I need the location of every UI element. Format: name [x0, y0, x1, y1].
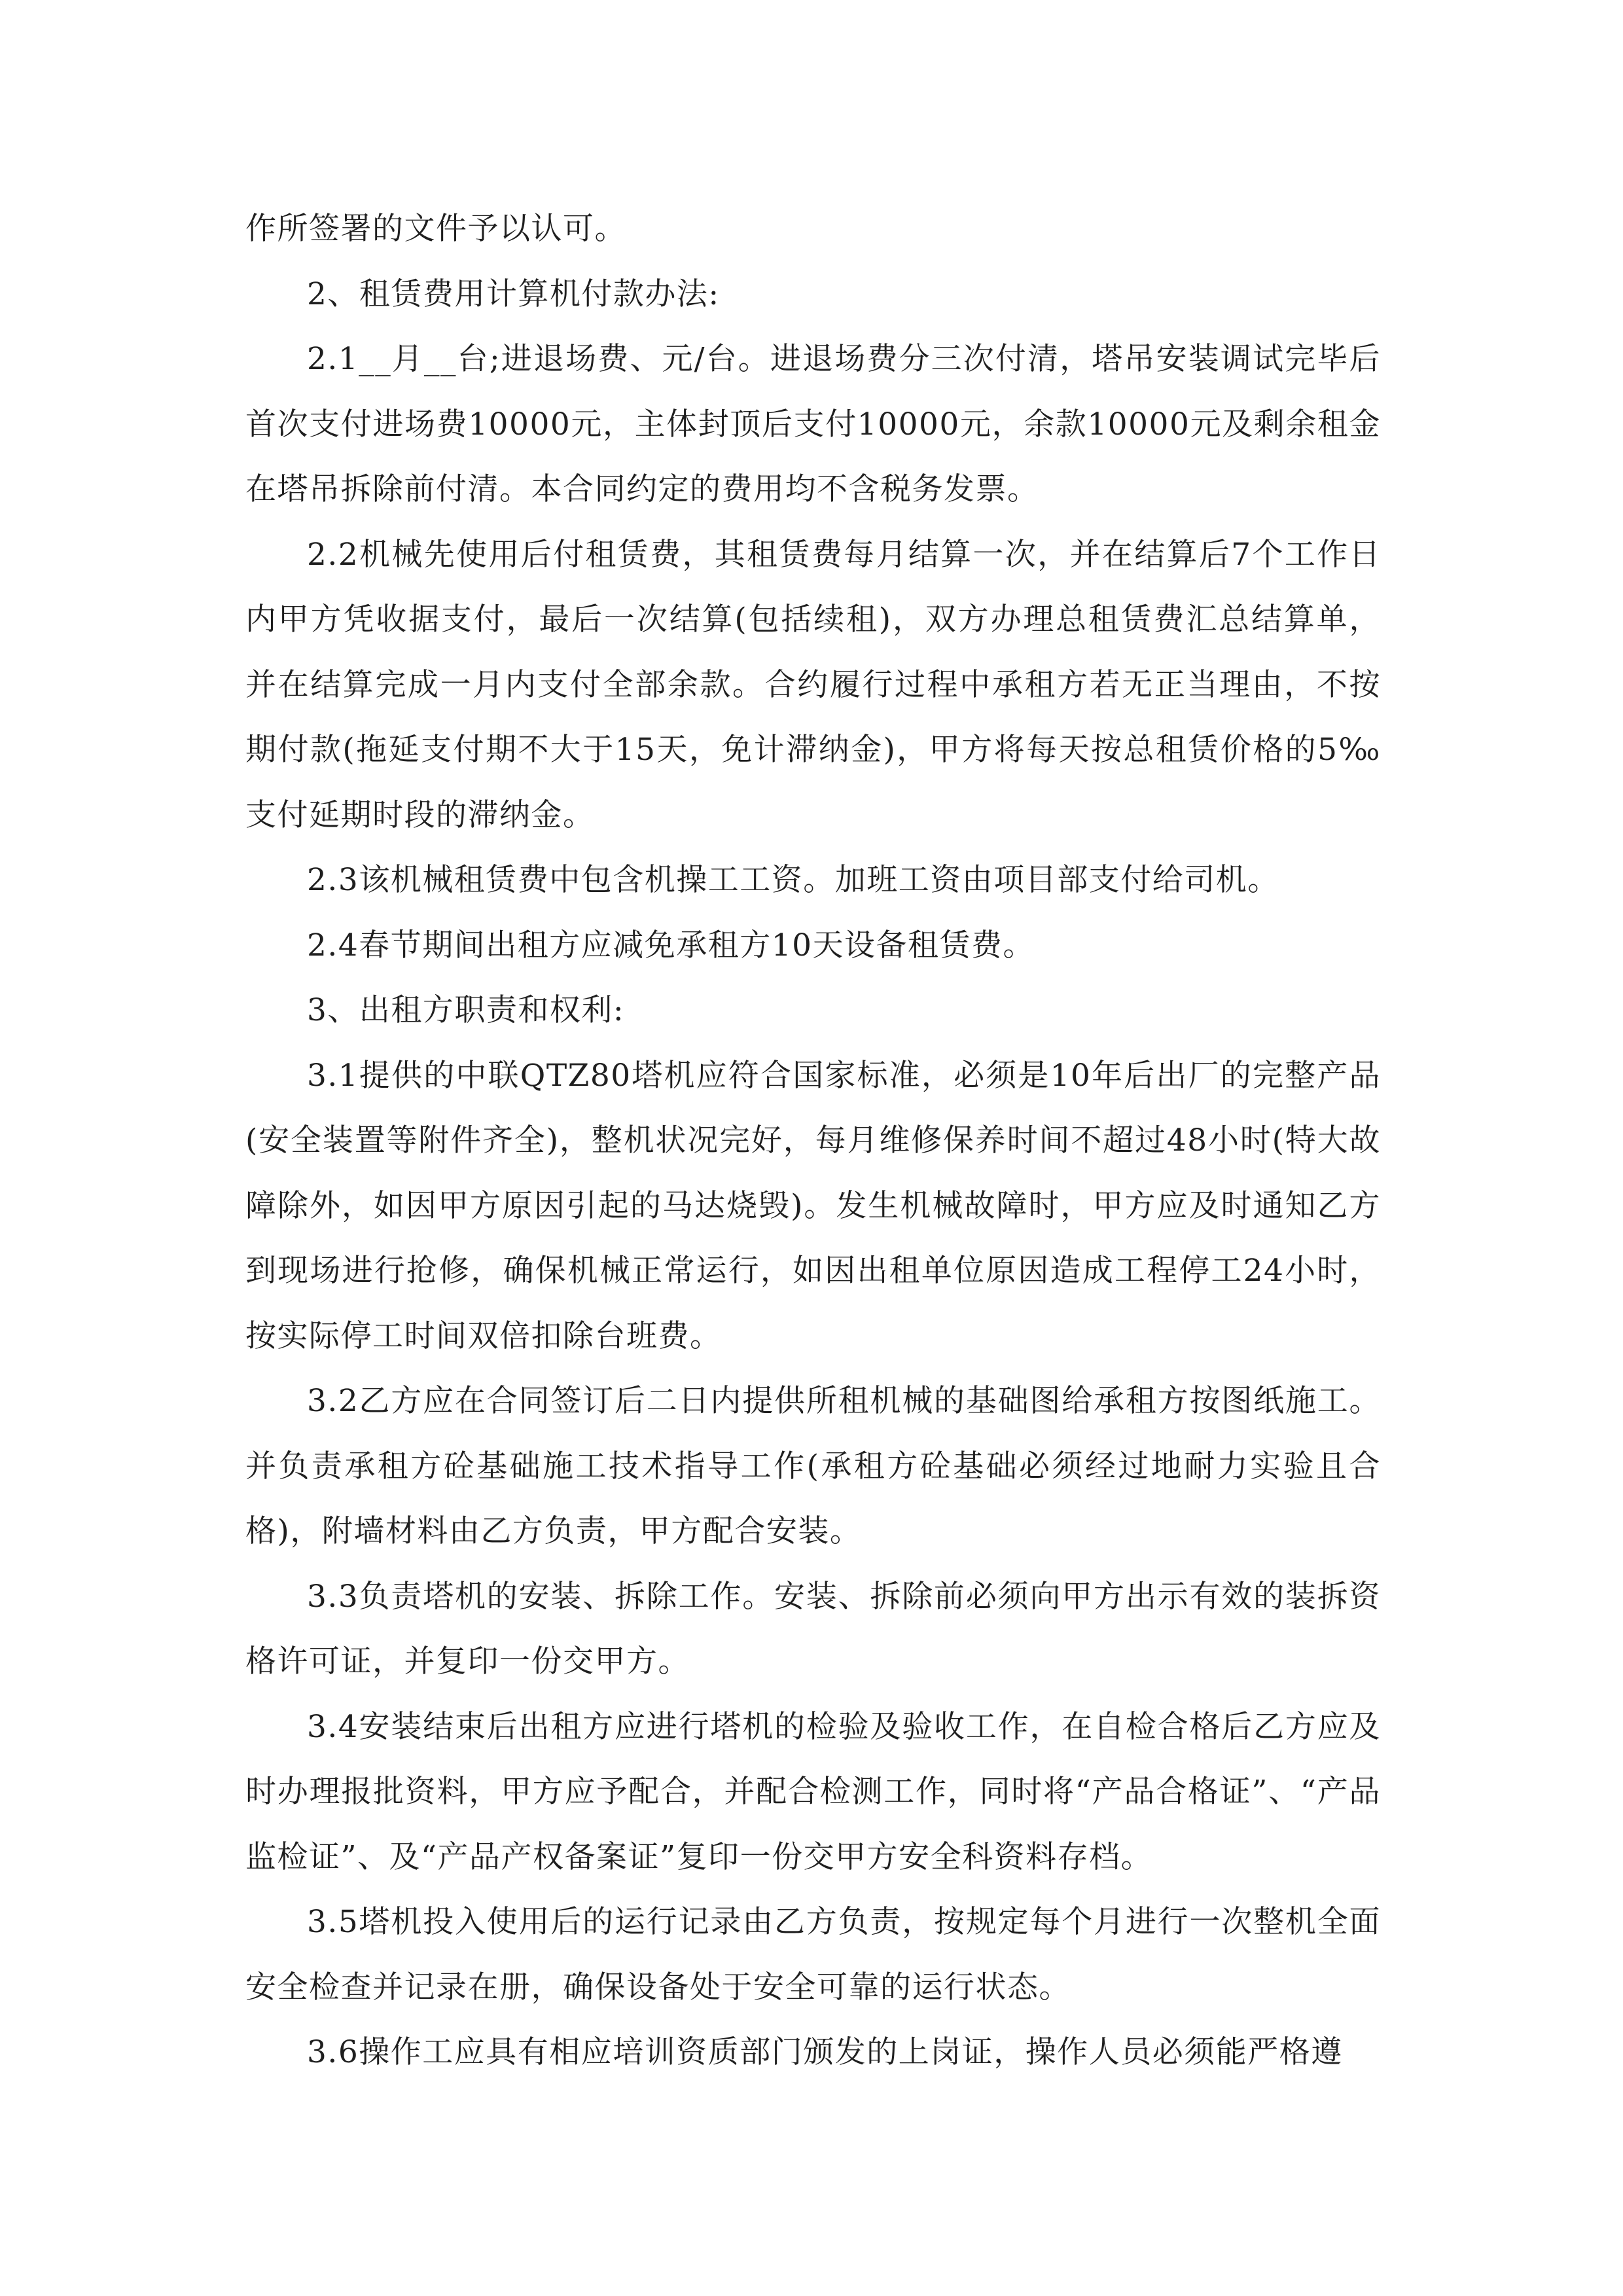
paragraph-3-4: 3.4安装结束后出租方应进行塔机的检验及验收工作，在自检合格后乙方应及时办理报批资料，甲方应予配合，并配合检测工作，同时将“产品合格证”、“产品监检证”、及“产品产权备案证”复印一份交甲方安全科资料存档。 [245, 1708, 1381, 1875]
paragraph-2-2: 2.2机械先使用后付租赁费，其租赁费每月结算一次，并在结算后7个工作日内甲方凭收据支付，最后一次结算(包括续租)，双方办理总租赁费汇总结算单，并在结算完成一月内支付全部余款。合约履行过程中承租方若无正当理由，不按期付款(拖延支付期不大于15天，免计滞纳金)，甲方将每天按总租赁价格的5‰支付延期时段的滞纳金。 [245, 536, 1381, 833]
paragraph-2-3: 2.3该机械租赁费中包含机操工工资。加班工资由项目部支付给司机。 [307, 862, 1279, 898]
paragraph-3-1: 3.1提供的中联QTZ80塔机应符合国家标准，必须是10年后出厂的完整产品(安全装置等附件齐全)，整机状况完好，每月维修保养时间不超过48小时(特大故障除外，如因甲方原因引起的马达烧毁)。发生机械故障时，甲方应及时通知乙方到现场进行抢修，确保机械正常运行，如因出租单位原因造成工程停工24小时，按实际停工时间双倍扣除台班费。 [245, 1057, 1381, 1354]
paragraph-continuation: 作所签署的文件予以认可。 [245, 211, 626, 247]
paragraph-3-6: 3.6操作工应具有相应培训资质部门颁发的上岗证，操作人员必须能严格遵 [307, 2034, 1343, 2070]
document-body [245, 196, 1381, 2085]
paragraph-section-2-heading: 2、租赁费用计算机付款办法: [307, 276, 720, 312]
paragraph-section-3-heading: 3、出租方职责和权利: [307, 992, 625, 1028]
paragraph-2-1: 2.1__月__台;进退场费、元/台。进退场费分三次付清，塔吊安装调试完毕后首次支付进场费10000元，主体封顶后支付10000元，余款10000元及剩余租金在塔吊拆除前付清。本合同约定的费用均不含税务发票。 [245, 341, 1381, 507]
paragraph-3-2: 3.2乙方应在合同签订后二日内提供所租机械的基础图给承租方按图纸施工。并负责承租方砼基础施工技术指导工作(承租方砼基础必须经过地耐力实验且合格)，附墙材料由乙方负责，甲方配合安装。 [245, 1383, 1381, 1549]
paragraph-3-3: 3.3负责塔机的安装、拆除工作。安装、拆除前必须向甲方出示有效的装拆资格许可证，并复印一份交甲方。 [245, 1578, 1381, 1679]
paragraph-2-4: 2.4春节期间出租方应减免承租方10天设备租赁费。 [307, 927, 1035, 963]
paragraph-3-5: 3.5塔机投入使用后的运行记录由乙方负责，按规定每个月进行一次整机全面安全检查并记录在册，确保设备处于安全可靠的运行状态。 [245, 1904, 1381, 2005]
